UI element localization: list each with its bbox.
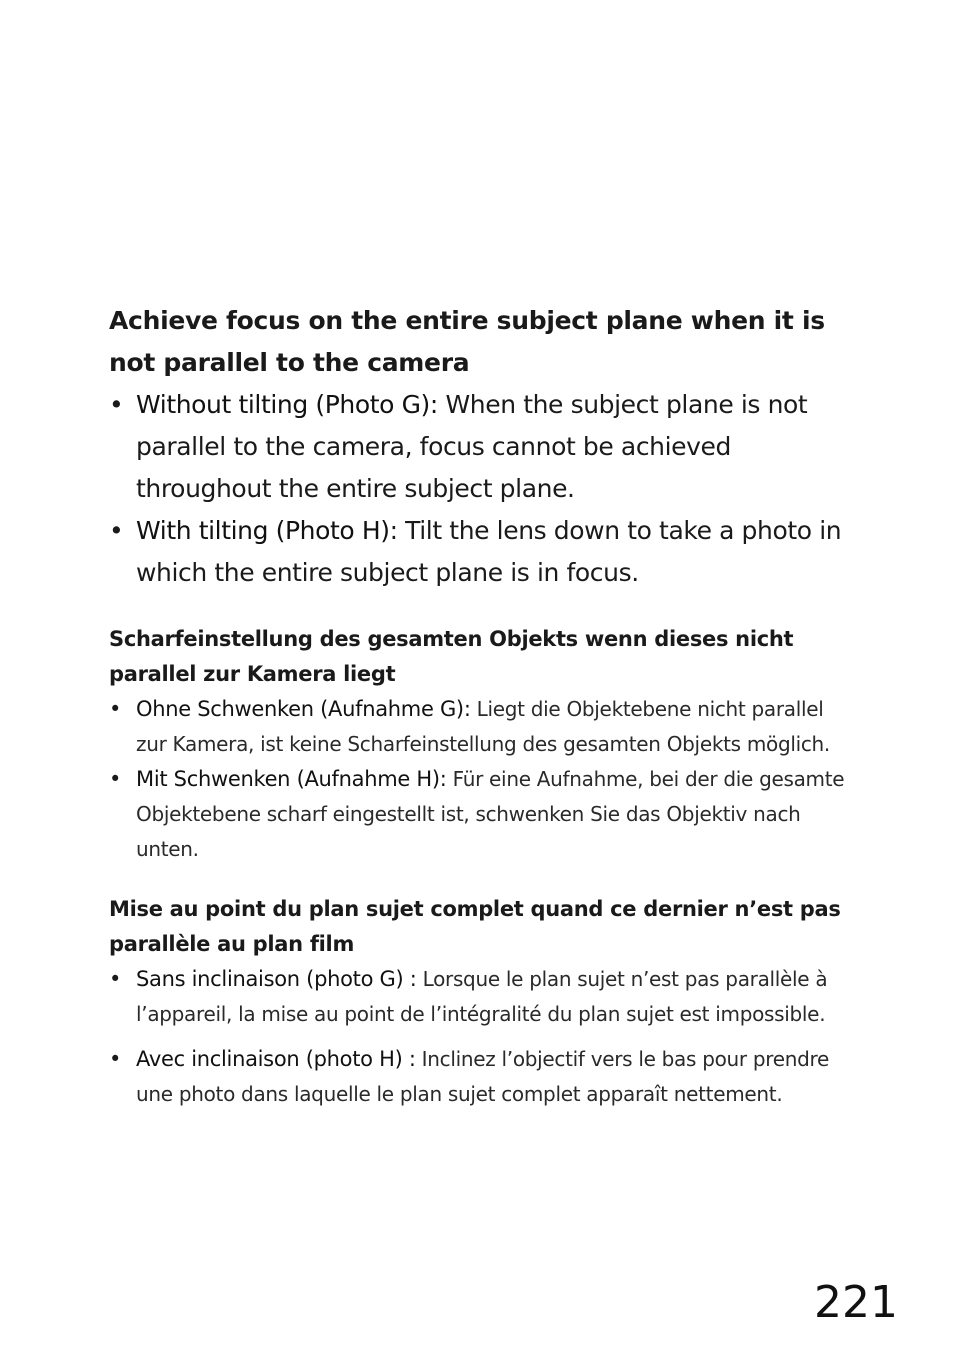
item-lead: Ohne Schwenken (Aufnahme G): xyxy=(136,697,471,721)
bullet: • xyxy=(109,697,122,721)
english-section xyxy=(109,300,849,594)
english-list xyxy=(109,384,849,594)
item-text: : Tilt the lens down to take a photo in which the entire subject plane is in focus. xyxy=(136,516,842,587)
item-lead: Avec inclinaison (photo H) : xyxy=(136,1047,416,1071)
page-number: 221 xyxy=(814,1277,898,1328)
bullet: • xyxy=(109,516,124,545)
page-content xyxy=(109,300,849,1112)
item-text: When the subject plane is not parallel to the camera, focus cannot be achieved throughout the entire subject plane. xyxy=(136,390,808,503)
german-heading: Scharfeinstellung des gesamten Objekts wenn dieses nicht parallel zur Kamera liegt xyxy=(109,627,794,686)
item-text: Liegt die Objektebene nicht parallel zur Kamera, ist keine Scharfeinstellung des gesamten Objekts möglich. xyxy=(136,697,830,756)
item-text: Inclinez l’objectif vers le bas pour prendre une photo dans laquelle le plan sujet complet apparaît nettement. xyxy=(136,1047,830,1106)
list-item xyxy=(109,762,849,867)
list-item xyxy=(109,384,849,510)
bullet: • xyxy=(109,1047,122,1071)
item-lead: Sans inclinaison (photo G) : xyxy=(136,967,417,991)
french-list xyxy=(109,962,849,1112)
english-heading: Achieve focus on the entire subject plane when it is not parallel to the camera xyxy=(109,306,825,377)
list-item xyxy=(109,510,849,594)
german-list xyxy=(109,692,849,867)
item-text: Für eine Aufnahme, bei der die gesamte Objektebene scharf eingestellt ist, schwenken Sie das Objektiv nach unten. xyxy=(136,767,845,861)
bullet: • xyxy=(109,967,122,991)
bullet: • xyxy=(109,767,122,791)
german-section xyxy=(109,622,849,867)
item-lead: With tilting (Photo H) xyxy=(136,516,390,545)
item-lead: Without tilting (Photo G): xyxy=(136,390,438,419)
list-item xyxy=(109,962,849,1032)
french-heading: Mise au point du plan sujet complet quand ce dernier n’est pas parallèle au plan film xyxy=(109,897,841,956)
french-section xyxy=(109,892,849,1112)
list-item xyxy=(109,1042,849,1112)
item-text: Lorsque le plan sujet n’est pas parallèle à l’appareil, la mise au point de l’intégralité du plan sujet est impossible. xyxy=(136,967,828,1026)
item-lead: Mit Schwenken (Aufnahme H): xyxy=(136,767,447,791)
list-item xyxy=(109,692,849,762)
bullet: • xyxy=(109,390,124,419)
